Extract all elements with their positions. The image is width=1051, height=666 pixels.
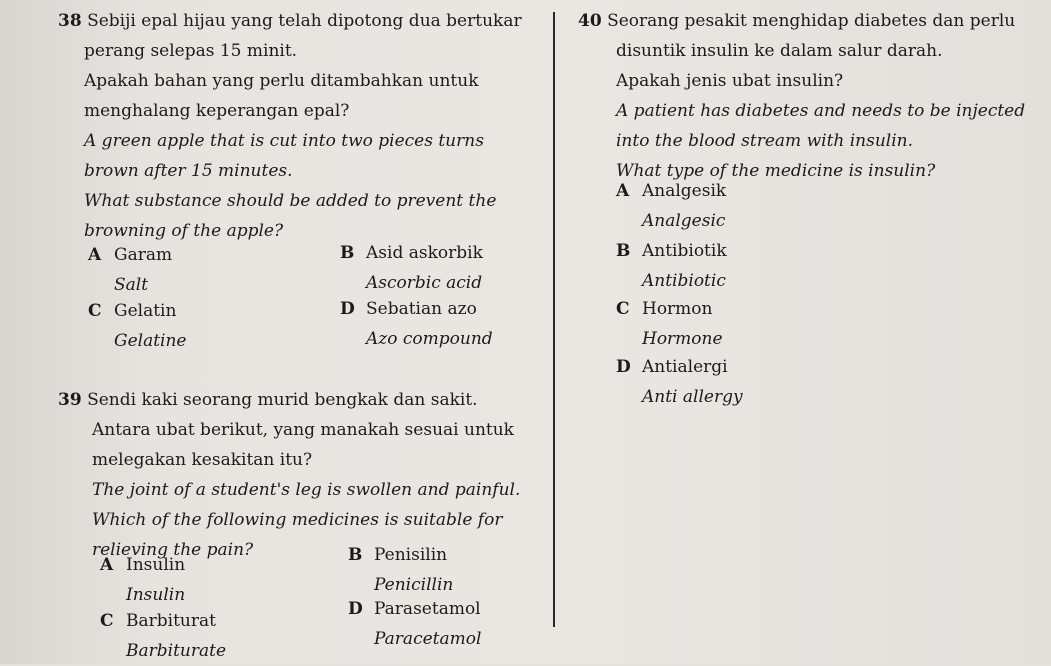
option-text-en: Paracetamol: [374, 629, 482, 649]
question-38: [58, 6, 543, 246]
option-text-en: Penicillin: [374, 575, 454, 595]
question-number: 39: [58, 390, 82, 410]
option-letter: A: [100, 555, 114, 575]
option-text-ms: Analgesik: [642, 181, 727, 201]
option-text-en: Gelatine: [114, 331, 187, 351]
question-39: [58, 385, 543, 565]
question-text-ms: Sebiji epal hijau yang telah dipotong dua bertukar: [87, 11, 522, 31]
option-letter: B: [348, 545, 363, 565]
option-letter: D: [340, 299, 355, 319]
question-prompt-ms: melegakan kesakitan itu?: [92, 450, 313, 470]
option-text-en: Insulin: [126, 585, 186, 605]
option-text-en: Ascorbic acid: [366, 273, 483, 293]
option-38-c[interactable]: [88, 296, 187, 356]
question-number: 40: [578, 11, 602, 31]
option-text-ms: Insulin: [126, 555, 186, 575]
option-40-b[interactable]: [616, 236, 727, 296]
option-text-en: Salt: [114, 275, 149, 295]
option-text-ms: Antialergi: [642, 357, 728, 377]
option-39-d[interactable]: [348, 594, 481, 654]
question-prompt-ms: menghalang keperangan epal?: [84, 101, 350, 121]
question-text-en: The joint of a student's leg is swollen and painful.: [92, 480, 521, 500]
question-prompt-en: browning of the apple?: [84, 221, 284, 241]
option-text-ms: Garam: [114, 245, 173, 265]
option-40-a[interactable]: [616, 176, 726, 236]
option-letter: D: [348, 599, 363, 619]
question-text-ms: perang selepas 15 minit.: [84, 41, 298, 61]
question-number: 38: [58, 11, 82, 31]
question-prompt-en: What type of the medicine is insulin?: [616, 161, 936, 181]
question-40: [578, 6, 1048, 186]
option-39-c[interactable]: [100, 606, 226, 666]
option-letter: C: [88, 301, 102, 321]
question-text-en: brown after 15 minutes.: [84, 161, 293, 181]
question-prompt-ms: Antara ubat berikut, yang manakah sesuai untuk: [92, 420, 514, 440]
option-text-en: Hormone: [642, 329, 723, 349]
option-text-ms: Barbiturat: [126, 611, 216, 631]
column-divider: [553, 12, 555, 627]
option-text-ms: Hormon: [642, 299, 713, 319]
option-text-en: Azo compound: [366, 329, 493, 349]
option-40-d[interactable]: [616, 352, 743, 412]
option-letter: B: [340, 243, 355, 263]
question-text-ms: Seorang pesakit menghidap diabetes dan perlu: [607, 11, 1016, 31]
question-prompt-ms: Apakah jenis ubat insulin?: [616, 71, 844, 91]
option-40-c[interactable]: [616, 294, 723, 354]
question-text-en: A patient has diabetes and needs to be injected: [616, 101, 1026, 121]
option-text-ms: Antibiotik: [642, 241, 727, 261]
question-prompt-ms: Apakah bahan yang perlu ditambahkan untuk: [84, 71, 479, 91]
option-text-ms: Asid askorbik: [366, 243, 483, 263]
option-text-en: Analgesic: [642, 211, 726, 231]
option-text-ms: Penisilin: [374, 545, 448, 565]
option-letter: C: [100, 611, 114, 631]
option-text-en: Anti allergy: [642, 387, 743, 407]
question-text-ms: Sendi kaki seorang murid bengkak dan sakit.: [87, 390, 478, 410]
option-text-en: Antibiotic: [642, 271, 726, 291]
option-38-a[interactable]: [88, 240, 172, 300]
question-prompt-en: What substance should be added to prevent the: [84, 191, 497, 211]
question-text-en: A green apple that is cut into two pieces turns: [84, 131, 484, 151]
option-39-b[interactable]: [348, 540, 453, 600]
option-38-b[interactable]: [340, 238, 483, 298]
question-text-ms: disuntik insulin ke dalam salur darah.: [616, 41, 943, 61]
question-prompt-en: Which of the following medicines is suitable for: [92, 510, 503, 530]
question-text-en: into the blood stream with insulin.: [616, 131, 914, 151]
option-text-en: Barbiturate: [126, 641, 227, 661]
option-text-ms: Parasetamol: [374, 599, 481, 619]
question-prompt-en: relieving the pain?: [92, 540, 254, 560]
option-text-ms: Sebatian azo: [366, 299, 477, 319]
option-39-a[interactable]: [100, 550, 185, 610]
option-38-d[interactable]: [340, 294, 493, 354]
option-text-ms: Gelatin: [114, 301, 177, 321]
option-letter: A: [616, 181, 630, 201]
option-letter: C: [616, 299, 630, 319]
option-letter: B: [616, 241, 631, 261]
option-letter: D: [616, 357, 631, 377]
option-letter: A: [88, 245, 102, 265]
